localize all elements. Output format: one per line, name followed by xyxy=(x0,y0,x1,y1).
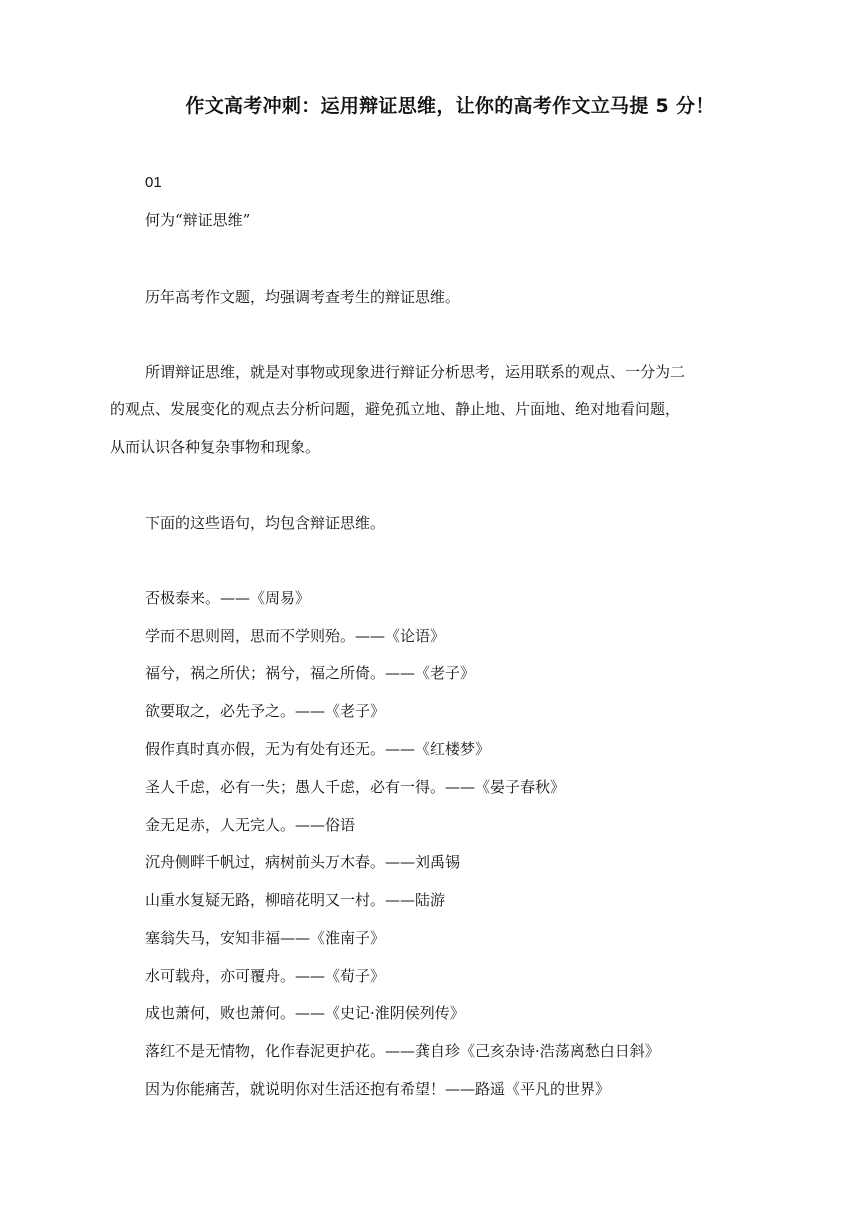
quote-line: 山重水复疑无路，柳暗花明又一村。——陆游 xyxy=(145,891,446,909)
section-heading: 何为“辩证思维” xyxy=(145,211,251,229)
lead-in-paragraph: 下面的这些语句，均包含辩证思维。 xyxy=(145,514,386,532)
quote-line: 沉舟侧畔千帆过，病树前头万木春。——刘禹锡 xyxy=(145,853,461,871)
quote-line: 金无足赤，人无完人。——俗语 xyxy=(145,816,356,834)
quote-line: 福兮，祸之所伏；祸兮，福之所倚。——《老子》 xyxy=(145,664,476,682)
quote-line: 因为你能痛苦，就说明你对生活还抱有希望！——路遥《平凡的世界》 xyxy=(145,1080,611,1098)
definition-line-3: 从而认识各种复杂事物和现象。 xyxy=(110,438,321,456)
quote-line: 落红不是无情物，化作春泥更护花。——龚自珍《己亥杂诗·浩荡离愁白日斜》 xyxy=(145,1042,660,1060)
page-title: 作文高考冲刺：运用辩证思维，让你的高考作文立马提 5 分！ xyxy=(185,95,715,117)
quote-line: 成也萧何，败也萧何。——《史记·淮阴侯列传》 xyxy=(145,1004,465,1022)
quote-line: 假作真时真亦假，无为有处有还无。——《红楼梦》 xyxy=(145,740,491,758)
section-number: 01 xyxy=(145,174,162,191)
quote-line: 欲要取之，必先予之。——《老子》 xyxy=(145,702,386,720)
quote-line: 学而不思则罔，思而不学则殆。——《论语》 xyxy=(145,627,446,645)
quote-line: 塞翁失马，安知非福——《淮南子》 xyxy=(145,929,386,947)
definition-line-1: 所谓辩证思维，就是对事物或现象进行辩证分析思考，运用联系的观点、一分为二 xyxy=(145,363,686,381)
intro-paragraph: 历年高考作文题，均强调考查考生的辩证思维。 xyxy=(145,288,461,306)
definition-line-2: 的观点、发展变化的观点去分析问题，避免孤立地、静止地、片面地、绝对地看问题， xyxy=(110,400,681,418)
quote-line: 圣人千虑，必有一失；愚人千虑，必有一得。——《晏子春秋》 xyxy=(145,778,566,796)
quote-line: 水可载舟，亦可覆舟。——《荀子》 xyxy=(145,967,386,985)
quote-line: 否极泰来。——《周易》 xyxy=(145,589,311,607)
